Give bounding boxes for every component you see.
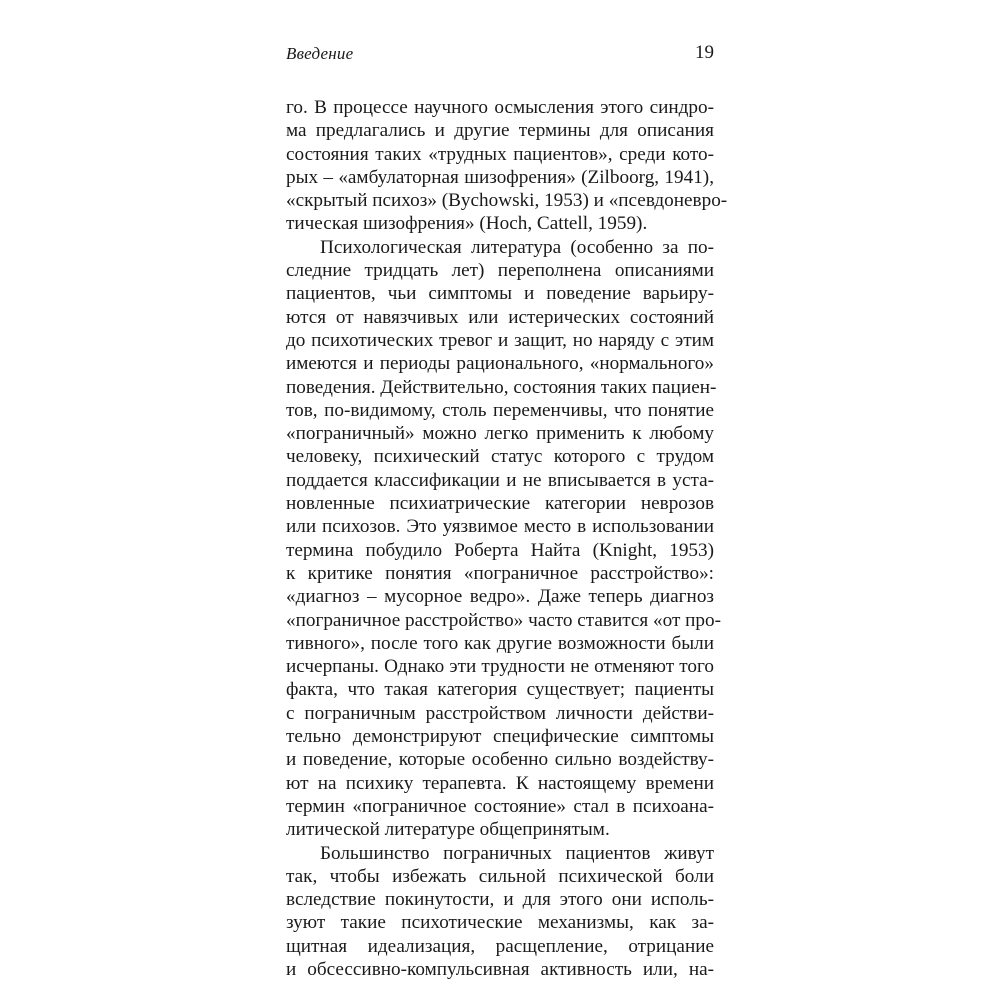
- text-line: Психологическая литература (особенно за по-: [320, 236, 714, 258]
- text-line: вследствие покинутости, и для этого они исполь-: [286, 889, 714, 911]
- text-line: новленные психиатрические категории неврозов: [286, 493, 714, 515]
- text-line: или психозов. Это уязвимое место в использовании: [286, 516, 714, 538]
- text-line: Большинство пограничных пациентов живут: [320, 842, 714, 864]
- text-line: ма предлагались и другие термины для описания: [286, 120, 714, 142]
- text-line: к критике понятия «пограничное расстройство»:: [286, 562, 714, 584]
- text-line: исчерпаны. Однако эти трудности не отменяют того: [286, 656, 714, 678]
- section-title: Введение: [286, 44, 354, 63]
- text-line: «диагноз – мусорное ведро». Даже теперь диагноз: [286, 586, 714, 608]
- text-line: имеются и периоды рационального, «нормального»: [286, 353, 714, 375]
- text-line: пациентов, чьи симптомы и поведение варьиру-: [286, 283, 714, 305]
- text-line: состояния таких «трудных пациентов», среди кото-: [286, 143, 714, 165]
- paragraph: [286, 842, 714, 982]
- text-line: «скрытый психоз» (Bychowski, 1953) и «псевдоневро-: [286, 190, 728, 212]
- text-line: тическая шизофрения» (Hoch, Cattell, 1959).: [286, 213, 648, 235]
- text-line: го. В процессе научного осмысления этого синдро-: [286, 97, 714, 118]
- running-head: [286, 44, 714, 72]
- text-line: литической литературе общепринятым.: [286, 819, 610, 841]
- text-line: «пограничный» можно легко применить к любому: [286, 423, 714, 445]
- text-line: «пограничное расстройство» часто ставится «от про-: [286, 609, 721, 631]
- text-line: термин «пограничное состояние» стал в психоана-: [286, 795, 714, 817]
- text-line: тельно демонстрируют специфические симптомы: [286, 726, 714, 748]
- body-text: [286, 96, 728, 981]
- text-line: тивного», после того как другие возможности были: [286, 632, 714, 654]
- text-line: с пограничным расстройством личности действи-: [286, 702, 714, 724]
- paragraph: [286, 96, 728, 236]
- text-line: поведения. Действительно, состояния таких пациен-: [286, 376, 717, 398]
- page-number: 19: [695, 42, 714, 63]
- text-line: зуют такие психотические механизмы, как за-: [286, 912, 714, 934]
- text-line: до психотических тревог и защит, но наряду с этим: [286, 329, 714, 351]
- text-line: ются от навязчивых или истерических состояний: [286, 306, 714, 328]
- text-line: термина побудило Роберта Найта (Knight, 1953): [286, 539, 714, 561]
- paragraph: [286, 236, 721, 842]
- text-line: следние тридцать лет) переполнена описаниями: [286, 260, 714, 282]
- text-line: человеку, психический статус которого с трудом: [286, 446, 714, 468]
- text-line: так, чтобы избежать сильной психической боли: [286, 865, 714, 887]
- text-line: щитная идеализация, расщепление, отрицание: [286, 935, 714, 957]
- text-line: и поведение, которые особенно сильно воздейству-: [286, 749, 714, 771]
- text-line: рых – «амбулаторная шизофрения» (Zilboorg, 1941),: [286, 166, 714, 188]
- text-line: поддается классификации и не вписывается в уста-: [286, 469, 714, 491]
- text-line: факта, что такая категория существует; пациенты: [286, 679, 714, 701]
- text-line: тов, по-видимому, столь переменчивы, что понятие: [286, 399, 714, 421]
- text-line: ют на психику терапевта. К настоящему времени: [286, 772, 714, 794]
- text-line: и обсессивно-компульсивная активность или, на-: [286, 958, 714, 980]
